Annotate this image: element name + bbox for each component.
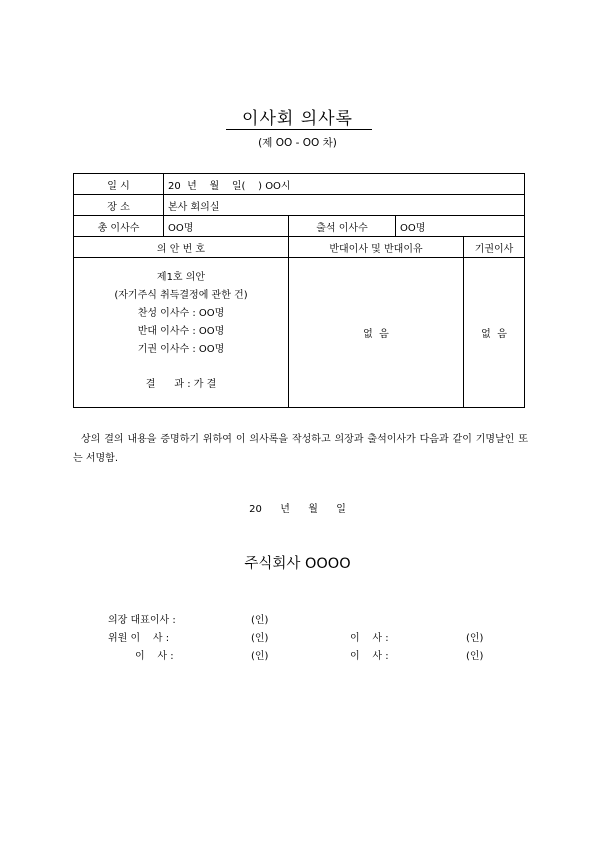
title-underline (226, 129, 372, 130)
date-row (74, 174, 525, 195)
chair-signature-label: 의장 대표이사 : (108, 615, 176, 626)
agenda-row (74, 258, 525, 408)
total-directors-value: OO명 (164, 216, 289, 237)
agenda-number-header: 의 안 번 호 (74, 237, 289, 258)
director-signature-label-2: 이 사 : (135, 651, 174, 662)
director-seal-2: (인) (251, 651, 269, 662)
company-name: 주식회사 OOOO (244, 556, 351, 572)
certification-statement: 상의 결의 내용을 증명하기 위하여 이 의사록을 작성하고 의장과 출석이사가 다음과 같이 기명날인 또는 서명함. (73, 434, 528, 464)
minutes-table (73, 173, 525, 408)
total-directors-label: 총 이사수 (74, 216, 164, 237)
abstaining-directors-value: 없 음 (464, 258, 525, 408)
vote-result: 결 과 : 가 결 (145, 379, 217, 390)
agenda-cell (74, 258, 289, 408)
votes-against: 반대 이사수 : OO명 (137, 326, 225, 337)
votes-for: 찬성 이사수 : OO명 (137, 308, 225, 319)
session-number: (제 OO - OO 차) (258, 137, 337, 149)
date-value: 20 년 월 일( ) OO시 (164, 174, 525, 195)
attending-directors-label: 출석 이사수 (289, 216, 396, 237)
director-signature-label-3: 이 사 : (350, 651, 389, 662)
opposing-directors-value: 없 음 (289, 258, 464, 408)
attending-directors-value: OO명 (396, 216, 525, 237)
director-seal-3: (인) (466, 651, 484, 662)
agenda-title: (자기주식 취득결정에 관한 건) (114, 290, 248, 301)
document-title: 이사회 의사록 (242, 109, 353, 129)
chair-seal: (인) (251, 615, 269, 626)
place-value: 본사 회의실 (164, 195, 525, 216)
header-row (74, 237, 525, 258)
abstaining-directors-header: 기권이사 (464, 237, 525, 258)
signing-date: 20 년 월 일 (249, 504, 346, 515)
member-seal: (인) (251, 633, 269, 644)
member-signature-label: 위원 이 사 : (108, 633, 170, 644)
place-label: 장 소 (74, 195, 164, 216)
place-row (74, 195, 525, 216)
director-signature-label-1: 이 사 : (350, 633, 389, 644)
votes-abstain: 기권 이사수 : OO명 (137, 344, 225, 355)
date-label: 일 시 (74, 174, 164, 195)
agenda-number: 제1호 의안 (156, 272, 206, 283)
opposing-directors-header: 반대이사 및 반대이유 (289, 237, 464, 258)
director-seal-1: (인) (466, 633, 484, 644)
directors-row (74, 216, 525, 237)
